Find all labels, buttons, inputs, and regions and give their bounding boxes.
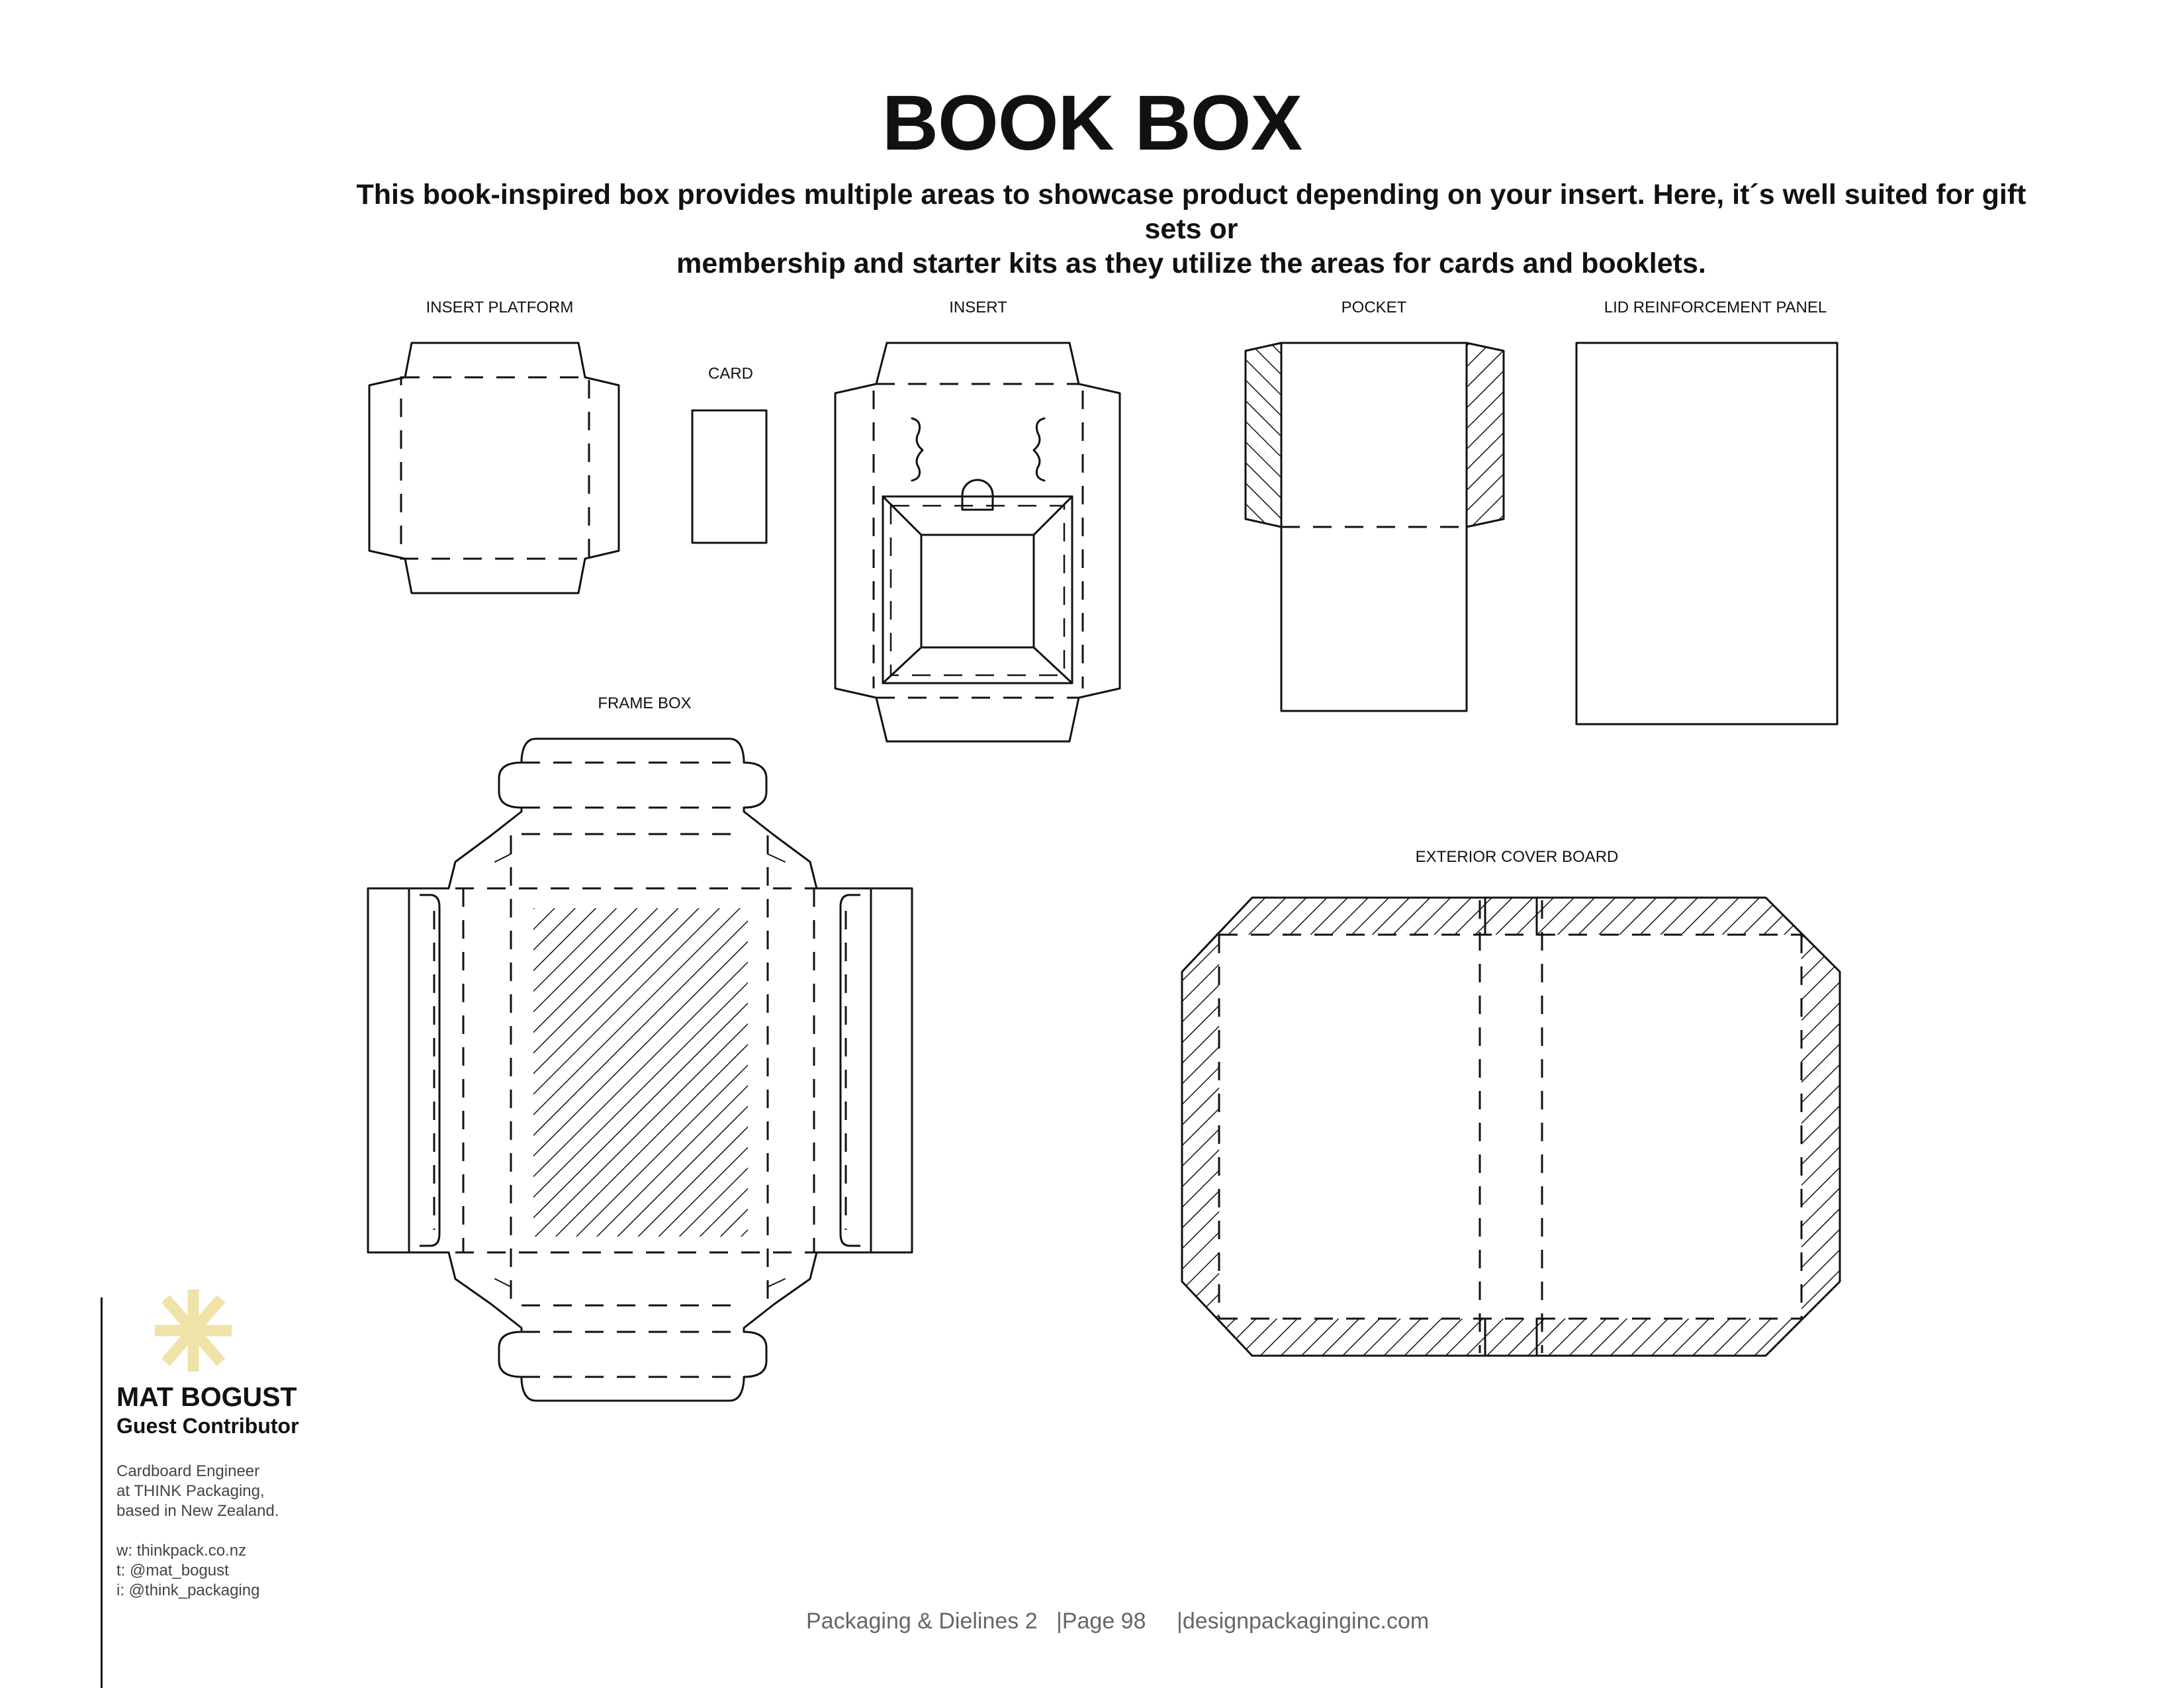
intro-line: membership and starter kits as they utilize the areas for cards and booklets. xyxy=(676,248,1706,279)
label-frame-box: FRAME BOX xyxy=(598,694,692,712)
card-dieline xyxy=(692,410,766,543)
label-insert: INSERT xyxy=(949,299,1007,316)
page-title: BOOK BOX xyxy=(882,79,1302,167)
contact-twitter[interactable]: t: @mat_bogust xyxy=(116,1562,229,1579)
bio-line: at THINK Packaging, xyxy=(116,1482,265,1500)
insert-dieline xyxy=(835,343,1120,741)
exterior-cover-board-dieline xyxy=(1182,898,1840,1356)
asterisk-icon xyxy=(155,1289,232,1372)
contact-instagram[interactable]: i: @think_packaging xyxy=(116,1581,260,1599)
contributor-role: Guest Contributor xyxy=(116,1414,299,1438)
bio-line: based in New Zealand. xyxy=(116,1502,279,1520)
label-exterior-cover-board: EXTERIOR COVER BOARD xyxy=(1415,848,1619,866)
intro-line: This book-inspired box provides multiple areas to showcase product depending on your insert. Here, it´s well suited for gift sets or xyxy=(356,179,2026,245)
insert-platform-dieline xyxy=(369,343,619,593)
footer-website-link[interactable]: |designpackaginginc.com xyxy=(1177,1609,1430,1634)
frame-box-dieline xyxy=(368,739,912,1401)
lid-reinforcement-panel-dieline xyxy=(1576,343,1837,724)
contact-website[interactable]: w: thinkpack.co.nz xyxy=(116,1542,247,1560)
label-lid-reinforcement-panel: LID REINFORCEMENT PANEL xyxy=(1604,299,1827,316)
contributor-bio xyxy=(116,1462,279,1521)
label-insert-platform: INSERT PLATFORM xyxy=(426,299,574,316)
label-pocket: POCKET xyxy=(1341,299,1407,316)
footer-publication: Packaging & Dielines 2 xyxy=(806,1609,1038,1634)
label-card: CARD xyxy=(707,365,754,383)
bio-line: Cardboard Engineer xyxy=(116,1462,260,1480)
contributor-name: MAT BOGUST xyxy=(116,1382,297,1412)
sidebar-divider xyxy=(101,1297,103,1688)
footer-page-number: |Page 98 xyxy=(1056,1609,1146,1634)
pocket-dieline xyxy=(1246,343,1504,711)
contributor-contacts xyxy=(116,1541,260,1601)
